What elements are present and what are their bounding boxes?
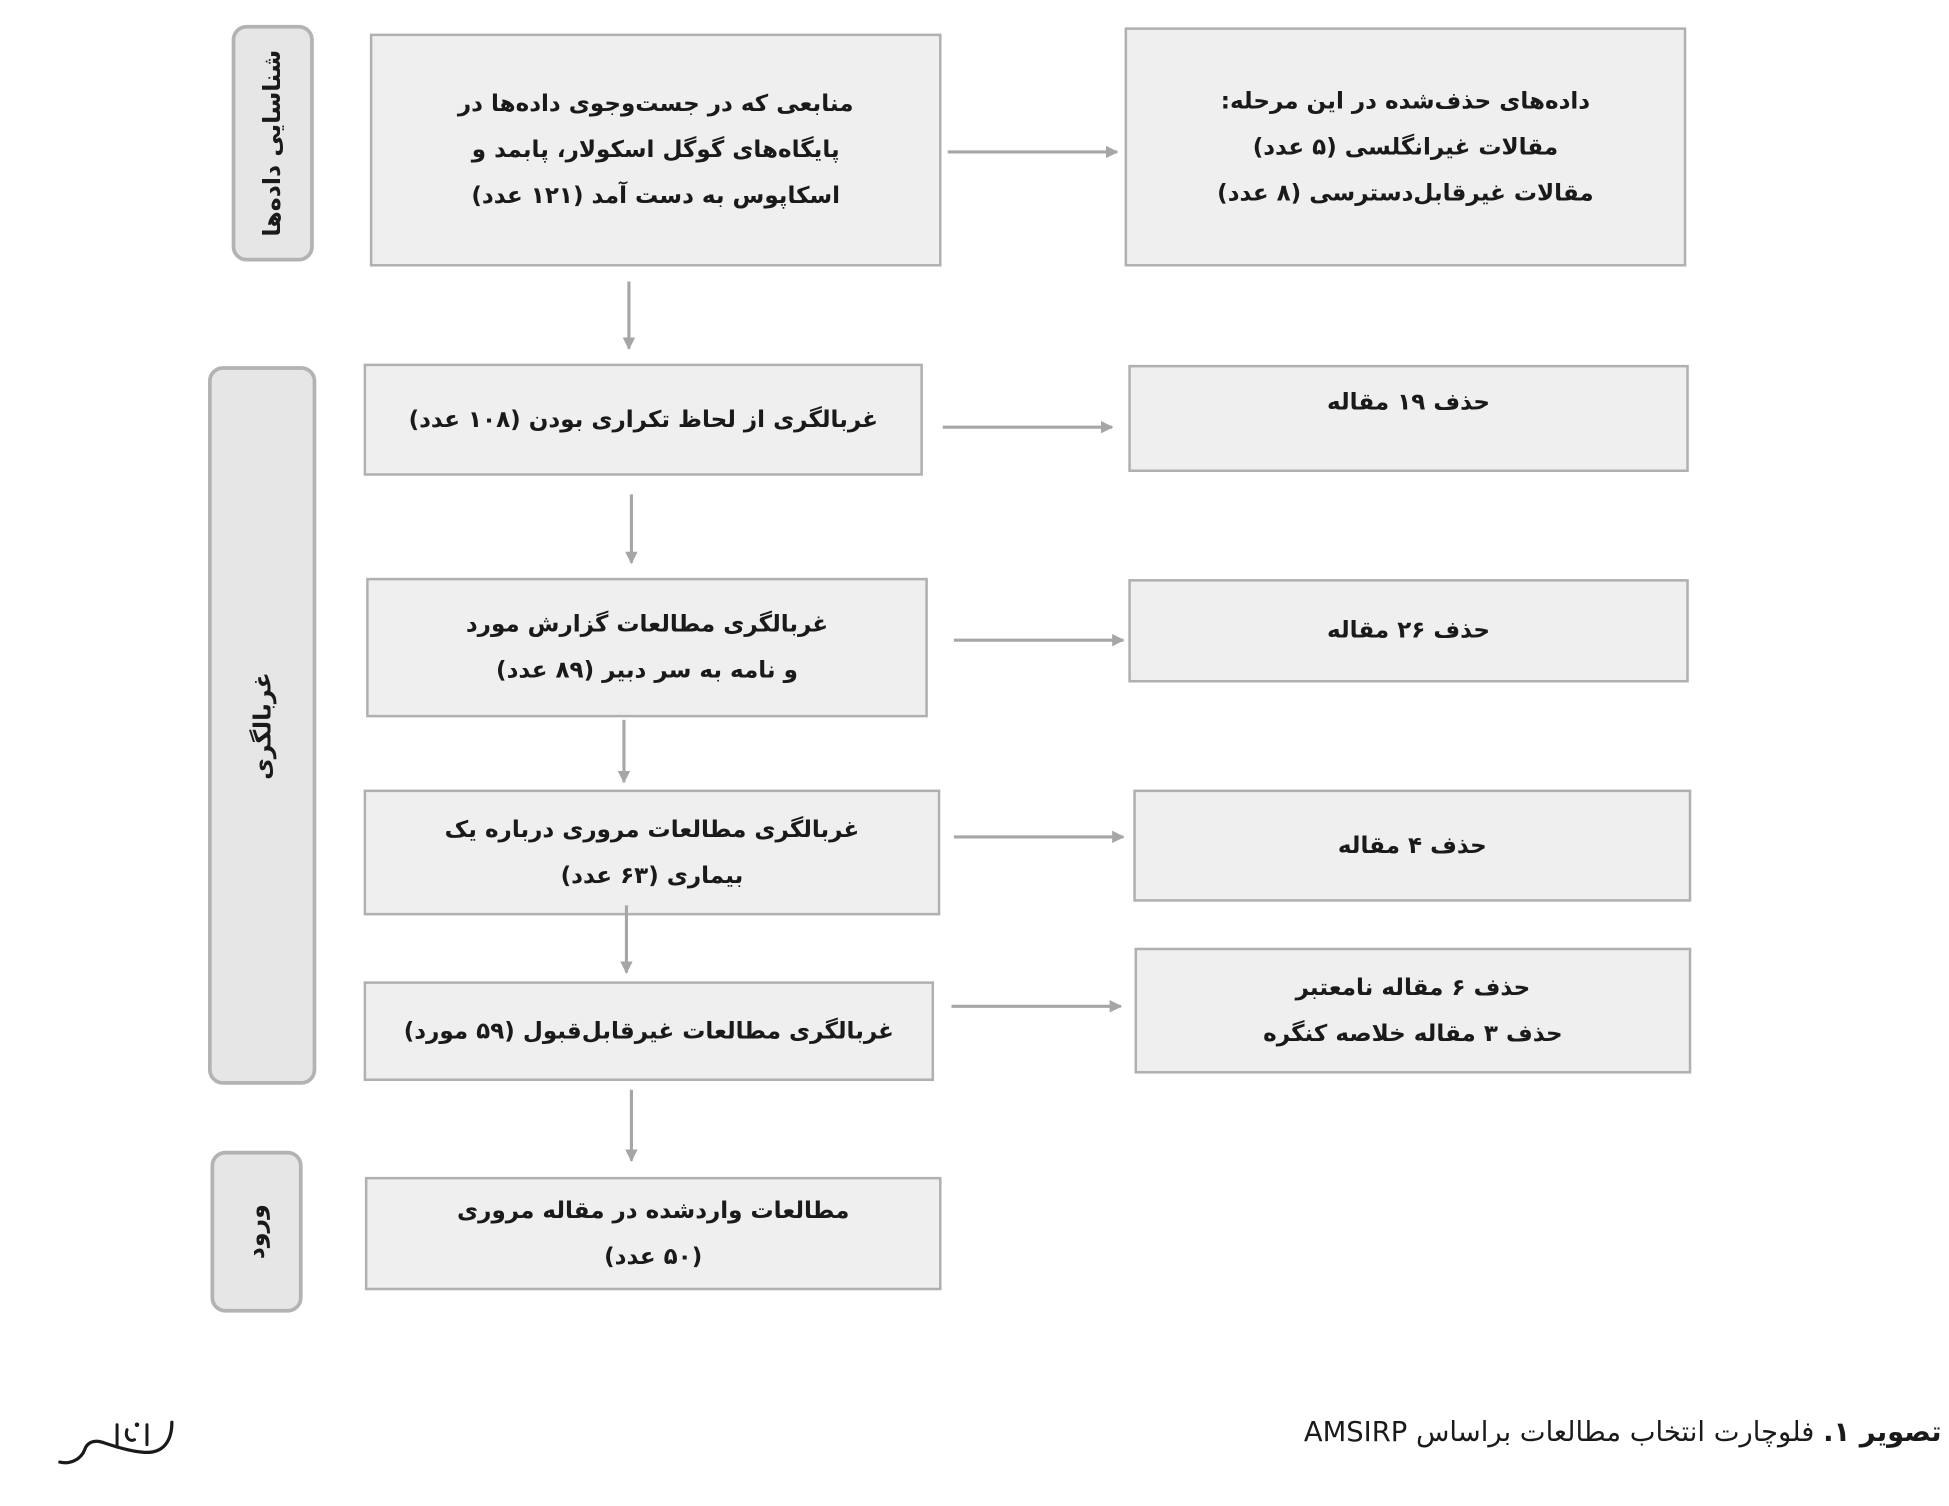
box-line: غربالگری مطالعات گزارش مورد (465, 611, 829, 638)
stage-inclusion-label: ورود (242, 1204, 271, 1260)
box-line: داده‌های حذف‌شده در این مرحله: (1220, 87, 1591, 114)
stage-identification-label: شناسایی داده‌ها (259, 49, 287, 237)
box-line: حذف ۶ مقاله نامعتبر (1295, 974, 1531, 1001)
box-line: مطالعات واردشده در مقاله مروری (457, 1197, 850, 1224)
box-line: پایگاه‌های گوگل اسکولار، پابمد و (471, 136, 840, 164)
box-line: (۵۰ عدد) (604, 1243, 703, 1270)
stage-screening-label: غربالگری (248, 671, 276, 780)
box-line: غربالگری مطالعات مروری درباره یک (444, 816, 860, 843)
box-line: مقالات غیرقابل‌دسترسی (۸ عدد) (1217, 179, 1594, 207)
box-line: اسکاپوس به دست آمد (۱۲۱ عدد) (471, 183, 841, 210)
box-line: مقالات غیرانگلسی (۵ عدد) (1252, 133, 1559, 161)
box-line: حذف ۴ مقاله (1337, 832, 1487, 859)
box-line: حذف ۱۹ مقاله (1327, 389, 1491, 416)
box-line: حذف ۳ مقاله خلاصه کنگره (1263, 1020, 1563, 1047)
caption-lead: تصویر ۱. (1823, 1417, 1942, 1449)
salmand-logo (52, 1415, 177, 1467)
box-line: غربالگری از لحاظ تکراری بودن (۱۰۸ عدد) (408, 406, 878, 433)
caption-text: فلوچارت انتخاب مطالعات براساس AMSIRP (1303, 1417, 1824, 1449)
box-line: بیماری (۶۳ عدد) (560, 862, 744, 889)
box-line: و نامه به سر دبیر (۸۹ عدد) (496, 657, 798, 684)
box-line: غربالگری مطالعات غیرقابل‌قبول (۵۹ مورد) (403, 1018, 894, 1045)
figure-caption (1304, 1417, 1942, 1448)
box-line: منابعی که در جست‌وجوی داده‌ها در (457, 90, 854, 118)
box-line: حذف ۲۶ مقاله (1327, 617, 1491, 644)
